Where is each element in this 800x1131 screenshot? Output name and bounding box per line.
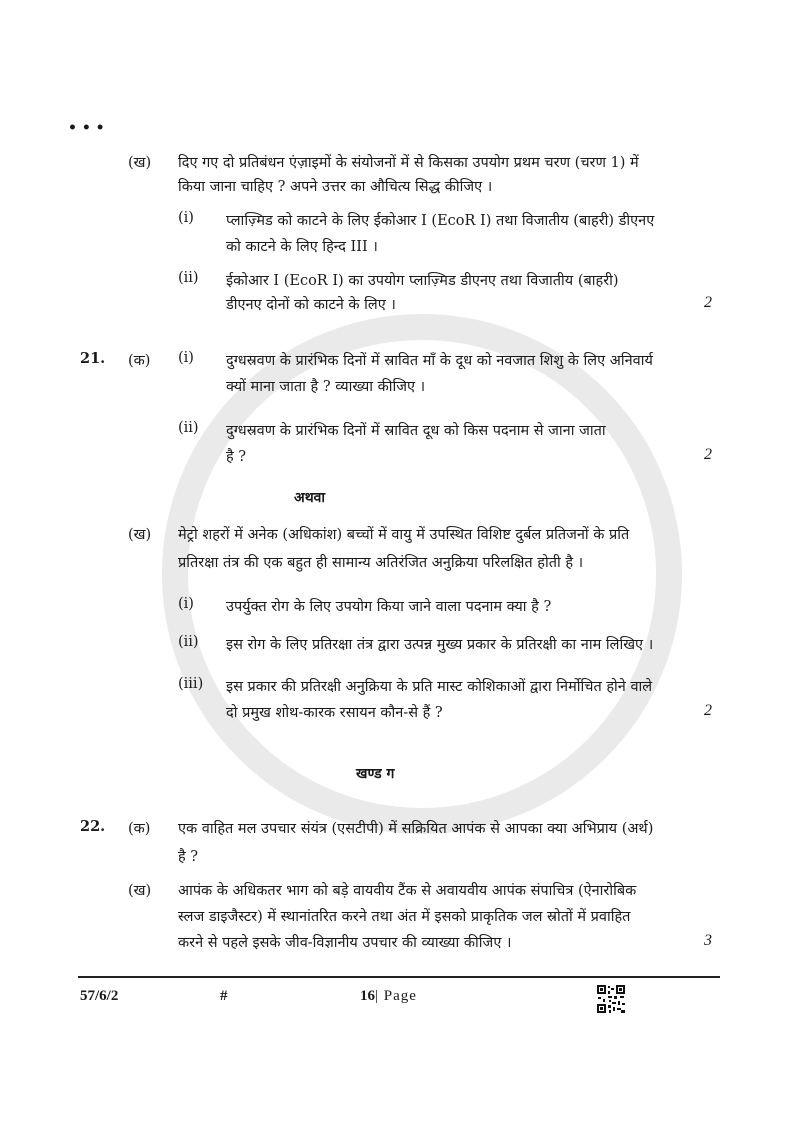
q22-number: 22.: [80, 818, 106, 835]
q22b-line1: आपंक के अधिकतर भाग को बड़े वायवीय टैंक से अवायवीय आपंक संपाचित्र (ऐनारोबिक: [178, 883, 637, 899]
q21b-ii-label: (ii): [178, 634, 199, 650]
q21b-i-line1: उपर्युक्त रोग के लिए उपयोग किया जाने वाला पदनाम क्या है ?: [226, 599, 552, 615]
q21b-marks: 2: [704, 702, 712, 719]
q21-number: 21.: [80, 350, 106, 367]
q20b-option1-line2: को काटने के लिए हिन्द III ।: [226, 239, 378, 255]
q22a-line1: एक वाहित मल उपचार संयंत्र (एसटीपी) में सक्रियित आपंक से आपका क्या अभिप्राय (अर्थ): [178, 821, 654, 837]
q22a-label: (क): [128, 821, 151, 837]
q22b-label: (ख): [128, 883, 152, 899]
q21a-ii-line1: दुग्धस्रवण के प्रारंभिक दिनों में स्रावित दूध को किस पदनाम से जाना जाता: [226, 423, 606, 439]
q20b-option2-line1: ईकोआर I (EcoR I) का उपयोग प्लाज़्मिड डीएनए तथा विजातीय (बाहरी): [226, 273, 619, 289]
page-number-value: 16: [360, 988, 375, 1004]
q21b-label: (ख): [128, 527, 152, 543]
q21a-ii-line2: है ?: [226, 449, 247, 465]
footer-rule: [78, 976, 720, 978]
q21a-marks: 2: [704, 446, 712, 463]
q21b-ii-line1: इस रोग के लिए प्रतिरक्षा तंत्र द्वारा उत्पन्न मुख्य प्रकार के प्रतिरक्षी का नाम लिखिए ।: [226, 637, 654, 653]
continuation-ellipsis: • • •: [68, 120, 105, 136]
q20b-option2-line2: डीएनए दोनों को काटने के लिए ।: [226, 297, 396, 313]
q21b-i-label: (i): [178, 596, 194, 612]
q22b-line3: करने से पहले इसके जीव-विज्ञानीय उपचार की व्याख्या कीजिए ।: [178, 935, 512, 951]
q21a-i-label: (i): [178, 350, 194, 366]
q20b-label: (ख): [128, 155, 152, 171]
q20b-option1-label: (i): [178, 210, 194, 226]
q20b-text-line1: दिए गए दो प्रतिबंधन एंज़ाइमों के संयोजनों में से किसका उपयोग प्रथम चरण (चरण 1) में: [178, 155, 639, 171]
q21a-i-line1: दुग्धस्रवण के प्रारंभिक दिनों में स्रावित माँ के दूध को नवजात शिशु के लिए अनिवार्य: [226, 353, 653, 369]
q21b-iii-line2: दो प्रमुख शोथ-कारक रसायन कौन-से हैं ?: [226, 705, 443, 721]
or-separator: अथवा: [294, 490, 326, 506]
q21b-iii-label: (iii): [178, 676, 204, 692]
page-label: | Page: [375, 988, 417, 1004]
q21b-text-line2: प्रतिरक्षा तंत्र की एक बहुत ही सामान्य अतिरंजित अनुक्रिया परिलक्षित होती है ।: [178, 555, 584, 571]
qr-code-icon: [596, 984, 626, 1014]
q21a-i-line2: क्यों माना जाता है ? व्याख्या कीजिए ।: [226, 379, 426, 395]
q20b-option2-label: (ii): [178, 270, 199, 286]
paper-code: 57/6/2: [80, 988, 119, 1004]
q20b-marks: 2: [704, 294, 712, 311]
q21a-label: (क): [128, 353, 151, 369]
q20b-option1-line1: प्लाज़्मिड को काटने के लिए ईकोआर I (EcoR I) तथा विजातीय (बाहरी) डीएनए: [226, 213, 655, 229]
hash-mark: #: [220, 988, 228, 1004]
q22a-line2: है ?: [178, 849, 199, 865]
q21b-text-line1: मेट्रो शहरों में अनेक (अधिकांश) बच्चों में वायु में उपस्थित विशिष्ट दुर्बल प्रतिजनों के प्रति: [178, 527, 630, 543]
page-number: [360, 988, 417, 1005]
q20b-text-line2: किया जाना चाहिए ? अपने उत्तर का औचित्य सिद्ध कीजिए ।: [178, 179, 493, 195]
section-heading: खण्ड ग: [356, 766, 395, 782]
q21a-ii-label: (ii): [178, 420, 199, 436]
q22b-line2: स्लज डाइजैस्टर) में स्थानांतरित करने तथा अंत में इसको प्राकृतिक जल स्रोतों में प्रवाहित: [178, 909, 631, 925]
q21b-iii-line1: इस प्रकार की प्रतिरक्षी अनुक्रिया के प्रति मास्ट कोशिकाओं द्वारा निर्मोचित होने वाले: [226, 679, 653, 695]
q22-marks: 3: [704, 932, 712, 949]
